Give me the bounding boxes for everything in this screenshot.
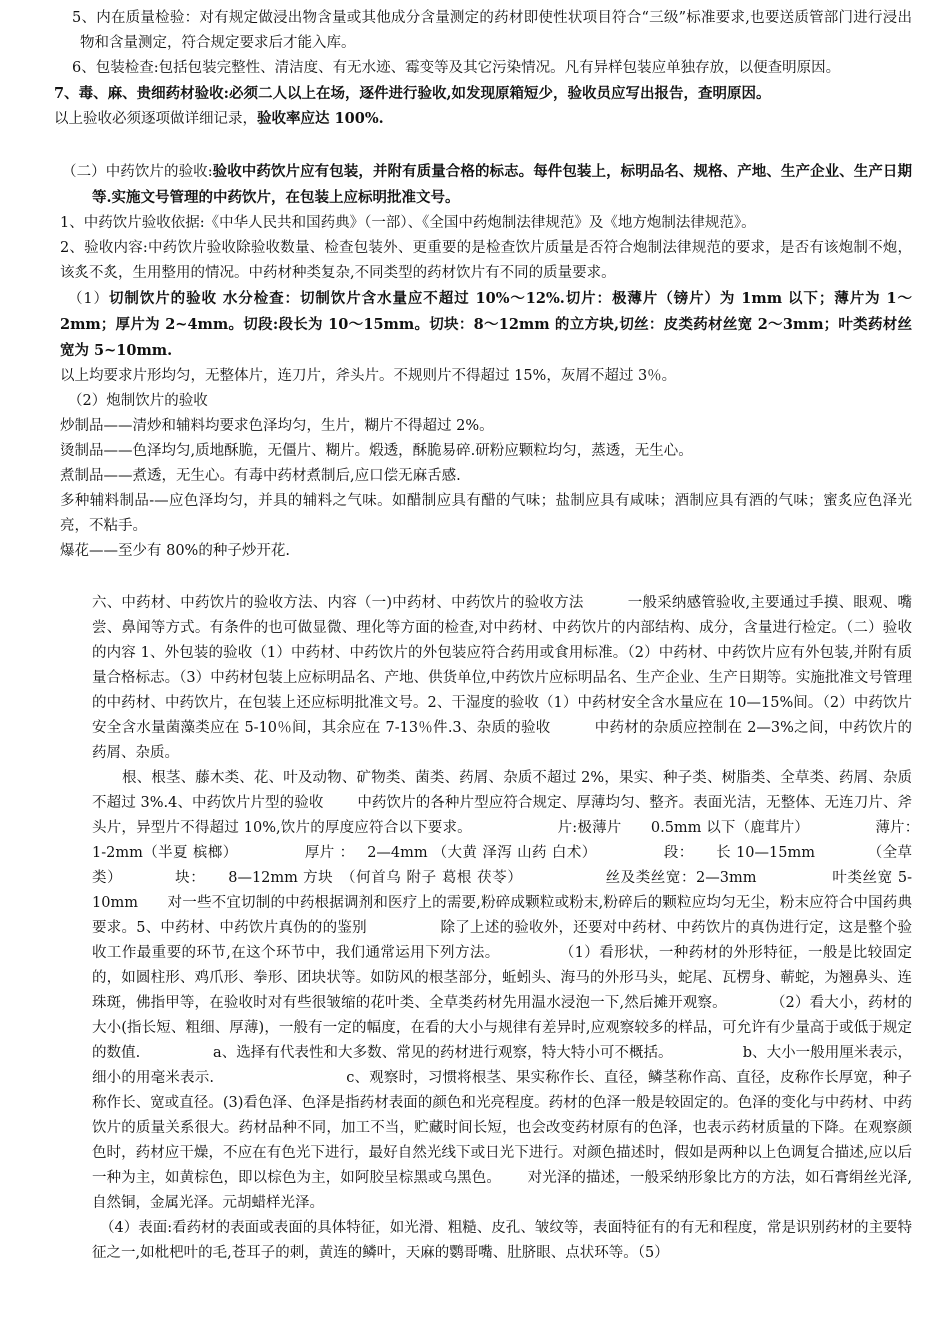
acceptance-rate: 验收率应达 100%. bbox=[257, 110, 384, 127]
item-6-package-check: 6、包装检查:包括包装完整性、清洁度、有无水迹、霉变等及其它污染情况。凡有异样包装应单独存放，以便查明原因。 bbox=[72, 60, 841, 76]
record-requirement bbox=[54, 106, 912, 132]
section-six-paragraph-1: 六、中药材、中药饮片的验收方法、内容（一)中药材、中药饮片的验收方法 一般采纳感管验收,主要通过手摸、眼观、嘴尝、鼻闻等方式。有条件的也可做显微、理化等方面的检查,对中药材、中药饮片的内部结构、成分，含量进行检定。（二）验收的内容 1、外包装的验收（1）中药材、中药饮片的外包装应符合药用或食用标准。（2）中药材、中药饮片应有外包装,并附有质量合格标志。（3）中药材包装上应标明品名、产地、供货单位,中药饮片应标明品名、生产企业、生产日期等。实施批准文号管理的中药材、中药饮片，在包装上还应标明批准文号。2、干湿度的验收（1）中药材安全含水量应在 10—15%间。（2）中药饮片安全含水量菌藻类应在 5-10％间，其余应在 7-13％件.3、杂质的验收 中药材的杂质应控制在 2—3%之间，中药饮片的药屑、杂质。 bbox=[92, 595, 912, 761]
section-six-paragraph-2: 根、根茎、藤木类、花、叶及动物、矿物类、菌类、药屑、杂质不超过 2%，果实、种子类、树脂类、全草类、药屑、杂质不超过 3%.4、中药饮片片型的验收 中药饮片的各种片型应符合规定、厚薄均匀、整齐。表面光洁，无整体、无连刀片、斧头片，异型片不得超过 10%,饮片的厚度应符合以下要求。 片:极薄片 0.5mm 以下（鹿茸片） 薄片： 1-2mm（半夏 槟榔） 厚片 ： 2—4mm （大黄 泽泻 山药 白术） 段： 长 10—15mm （全草类） 块： 8—12mm 方块 （何首乌 附子 葛根 茯苓） 丝及类丝宽：2—3mm 叶类丝宽 5-10mm 对一些不宜切制的中药根据调剂和医疗上的需要,粉碎成颗粒或粉末,粉碎后的颗粒应均匀无尘，粉末应符合中国药典要求。5、中药材、中药饮片真伪的的鉴别 除了上述的验收外，还要对中药材、中药饮片的真伪进行定，这是整个验收工作最重要的环节,在这个环节中，我们通常运用下列方法。 （1）看形状，一种药材的外形特征，一般是比较固定的，如圆柱形、鸡爪形、拳形、团块状等。如防风的根茎部分，蚯蚓头、海马的外形马头，蛇尾、瓦楞身、蕲蛇，为翘鼻头、连珠斑，佛指甲等，在验收时对有些很皱缩的花叶类、全草类药材先用温水浸泡一下,然后摊开观察。 （2）看大小，药材的大小(指长短、粗细、厚薄)，一般有一定的幅度，在看的大小与规律有差异时,应观察较多的样品，可允许有少量高于或低于规定的数值. a、选择有代表性和大多数、常见的药材进行观察，特大特小可不概括。 b、大小一般用厘米表示，细小的用毫米表示. c、观察时，习惯将根茎、果实称作长、直径，鳞茎称作高、直径，皮称作长厚宽，种子称作长、宽或直径。(3)看色泽、色泽是指药材表面的颜色和光亮程度。药材的色泽一般是较固定的。色泽的变化与中药材、中药饮片的质量关系很大。药材品种不同，加工不当，贮藏时间长短，也会改变药材原有的色泽，也表示药材质量的下降。在观察颜色时，药材应干燥，不应在有色光下进行，最好自然光线下或日光下进行。对颜色描述时，假如是两种以上色调复合描述,应以后一种为主，如黄棕色，即以棕色为主，如阿胶呈棕黑或乌黑色。 对光泽的描述，一般采纳形象比方的方法，如石膏绢丝光泽,自然铜，金属光泽。元胡蜡样光泽。 bbox=[92, 770, 941, 1211]
cut-pieces-number: （1） bbox=[68, 291, 109, 307]
decoction-pieces-heading bbox=[60, 159, 912, 211]
processed-item-scalded: 烫制品——色泽均匀,质地酥脆，无僵片、糊片。煅透，酥脆易碎.研粉应颗粒均匀，蒸透，无生心。 bbox=[60, 443, 693, 459]
section-six-paragraph-3: （4）表面:看药材的表面或表面的具体特征，如光滑、粗糙、皮孔、皱纹等，表面特征有的有无和程度，常是识别药材的主要特征之一,如枇杷叶的毛,苍耳子的刺，黄连的鳞叶，天麻的鹦哥嘴、肚脐眼、点状环等。（5） bbox=[92, 1220, 912, 1261]
processed-item-fried: 炒制品——清炒和辅料均要求色泽均匀，生片，糊片不得超过 2%。 bbox=[60, 418, 494, 434]
processed-item-popped: 爆花——至少有 80%的种子炒开花. bbox=[60, 543, 290, 559]
pieces-content: 2、验收内容:中药饮片验收除验收数量、检查包装外、更重要的是检查饮片质量是否符合炮制法律规范的要求，是否有该炮制不炮，该炙不炙，生用整用的情况。中药材种类复杂,不同类型的药材饮片有不同的质量要求。 bbox=[60, 240, 912, 281]
cut-pieces-requirement: 以上均要求片形均匀，无整体片，连刀片，斧头片。不规则片不得超过 15%，灰屑不超过 3％。 bbox=[60, 368, 677, 384]
cut-pieces-inspection bbox=[60, 286, 912, 364]
processed-item-boiled: 煮制品——煮透，无生心。有毒中药材煮制后,应口偿无麻舌感. bbox=[60, 468, 461, 484]
section-six-acceptance-methods bbox=[0, 591, 950, 1266]
decoction-pieces-heading-title: （二）中药饮片的验收: bbox=[62, 164, 213, 180]
item-7-toxic-drug-inspection: 7、毒、麻、贵细药材验收:必须二人以上在场，逐件进行验收,如发现原箱短少，验收员应写出报告，查明原因。 bbox=[54, 85, 771, 102]
decoction-pieces-heading-body: 验收中药饮片应有包装，并附有质量合格的标志。每件包装上，标明品名、规格、产地、生产企业、生产日期等.实施文号管理的中药饮片，在包装上应标明批准文号。 bbox=[92, 163, 912, 206]
cut-pieces-text: 切制饮片的验收 水分检查：切制饮片含水量应不超过 10%～12%.切片：极薄片（镑片）为 1mm 以下；薄片为 1～2mm；厚片为 2~4mm。切段:段长为 10～15mm。切块：8～12mm 的立方块,切丝：皮类药材丝宽 2～3mm；叶类药材丝宽为 5~10mm. bbox=[60, 290, 912, 359]
item-5-internal-quality: 5、内在质量检验：对有规定做浸出物含量或其他成分含量测定的药材即使性状项目符合“三级”标准要求,也要送质管部门进行浸出物和含量测定，符合规定要求后才能入库。 bbox=[72, 10, 912, 51]
processed-pieces-heading: （2）炮制饮片的验收 bbox=[68, 393, 208, 409]
record-requirement-text: 以上验收必须逐项做详细记录， bbox=[54, 111, 257, 127]
pieces-basis: 1、中药饮片验收依据:《中华人民共和国药典》（一部）、《全国中药炮制法律规范》及《地方炮制法律规范》。 bbox=[60, 215, 756, 231]
processed-item-multi-adjuvant: 多种辅料制品-—应色泽均匀，并具的辅料之气味。如醋制应具有醋的气味；盐制应具有咸味；酒制应具有酒的气味；蜜炙应色泽光亮，不粘手。 bbox=[60, 493, 912, 534]
decoction-pieces-section bbox=[0, 159, 950, 564]
raw-material-inspection-section bbox=[0, 0, 950, 132]
